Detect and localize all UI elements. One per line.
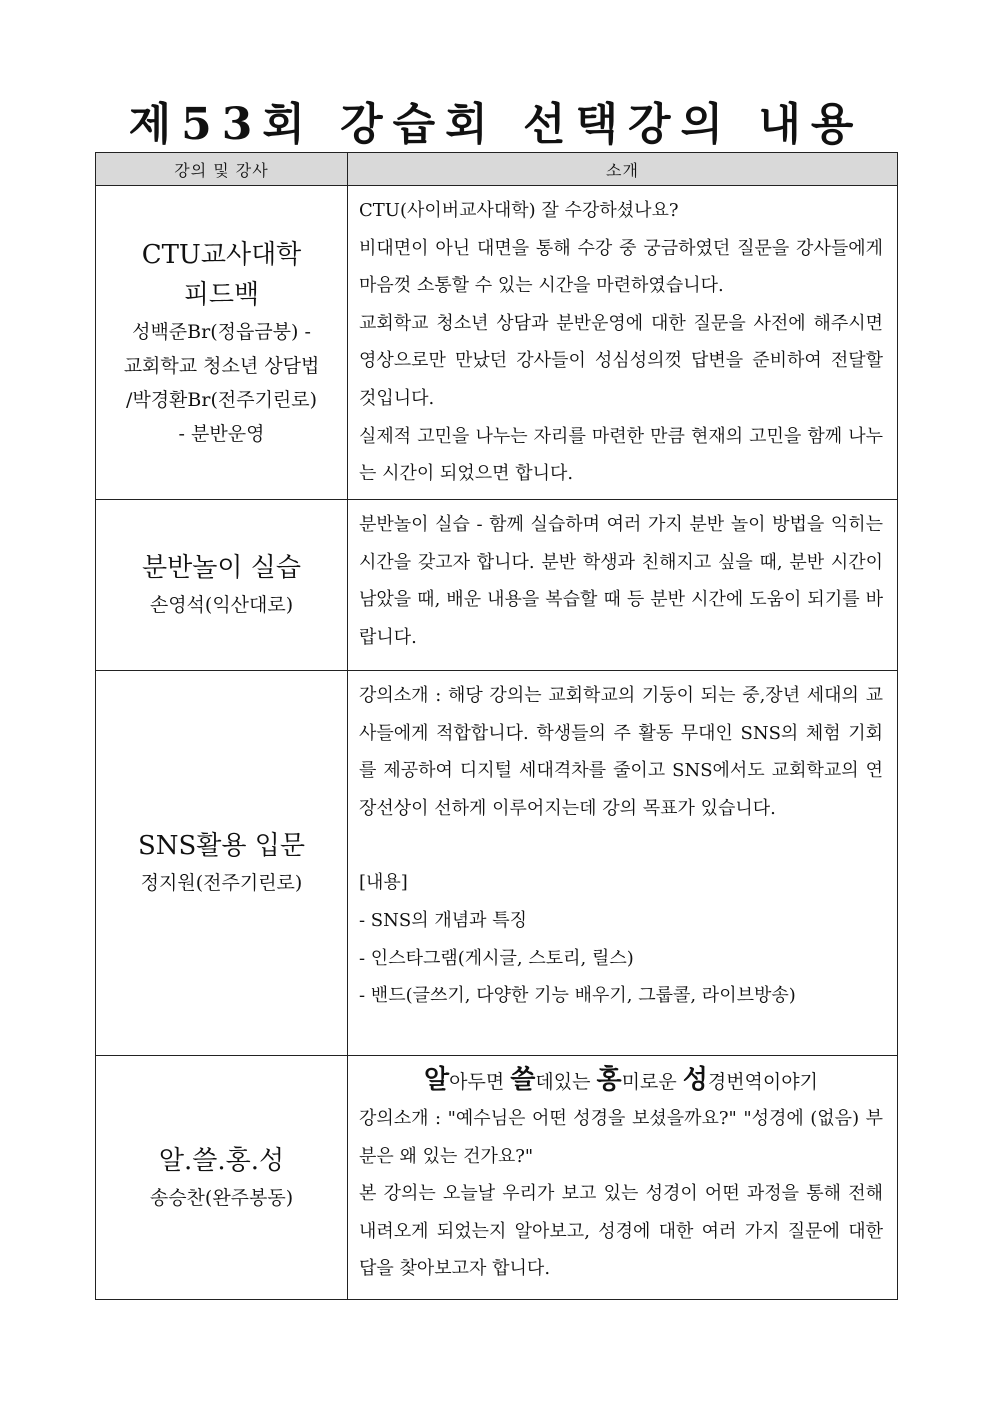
intro-paragraph: 강의소개 : 해당 강의는 교회학교의 기둥이 되는 중,장년 세대의 교사들에게 적합합니다. 학생들의 주 활동 무대인 SNS의 체험 기회를 제공하여 디지털 세대격차를 줄이고 SNS에서도 교회학교의 연장선상이 선하게 이루어지는데 강의 목표가 있습니다. bbox=[359, 685, 883, 819]
lecture-name: 분반놀이 실습 bbox=[142, 553, 301, 583]
header-lecture: 강의 및 강사 bbox=[96, 153, 348, 186]
table-row bbox=[96, 671, 898, 1056]
lecture-cell bbox=[96, 1056, 348, 1300]
lecture-speaker: 교회학교 청소년 상담법 bbox=[123, 354, 320, 377]
intro-paragraph: 분반놀이 실습 - 함께 실습하며 여러 가지 분반 놀이 방법을 익히는 시간을 갖고자 합니다. 분반 학생과 친해지고 싶을 때, 분반 시간이 남았을 때, 배운 내용을 복습할 때 등 분반 시간에 도움이 되기를 바랍니다. bbox=[359, 514, 883, 648]
lecture-speaker: 송승찬(완주봉동) bbox=[149, 1186, 294, 1209]
lecture-cell bbox=[96, 186, 348, 500]
table-header-row bbox=[96, 153, 898, 186]
lecture-speaker: - 분반운영 bbox=[178, 422, 265, 445]
headline-initial: 쓸 bbox=[510, 1065, 536, 1095]
intro-cell bbox=[348, 1056, 898, 1300]
headline-text: 미로운 bbox=[621, 1071, 683, 1093]
headline-text: 데있는 bbox=[535, 1071, 597, 1093]
intro-paragraph: 강의소개 : "예수님은 어떤 성경을 보셨을까요?" "성경에 (없음) 부분은 왜 있는 건가요?" bbox=[359, 1108, 883, 1167]
content-item: - 밴드(글쓰기, 다양한 기능 배우기, 그룹콜, 라이브방송) bbox=[359, 985, 796, 1007]
headline-initial: 알 bbox=[424, 1065, 450, 1095]
headline-initial: 홍 bbox=[596, 1065, 622, 1095]
lecture-speaker: 성백준Br(정읍금붕) - bbox=[132, 320, 311, 343]
table-row bbox=[96, 500, 898, 671]
lecture-speaker: /박경환Br(전주기린로) bbox=[125, 388, 318, 411]
lecture-headline bbox=[359, 1062, 883, 1100]
lecture-table bbox=[95, 152, 898, 1300]
table-row bbox=[96, 1056, 898, 1300]
intro-paragraph: CTU(사이버교사대학) 잘 수강하셨나요? bbox=[359, 200, 679, 221]
headline-initial: 성 bbox=[682, 1065, 708, 1095]
intro-cell bbox=[348, 500, 898, 671]
lecture-name: SNS활용 입문 bbox=[137, 831, 306, 861]
lecture-cell bbox=[96, 671, 348, 1056]
intro-paragraph: 실제적 고민을 나누는 자리를 마련한 만큼 현재의 고민을 함께 나누는 시간이 되었으면 합니다. bbox=[359, 425, 883, 485]
lecture-speaker: 정지원(전주기린로) bbox=[140, 872, 303, 894]
lecture-name: 피드백 bbox=[183, 279, 260, 310]
lecture-name: CTU교사대학 bbox=[141, 239, 302, 270]
headline-text: 아두면 bbox=[449, 1071, 511, 1093]
intro-cell bbox=[348, 671, 898, 1056]
lecture-name: 알.쓸.홍.성 bbox=[158, 1145, 285, 1176]
content-item: - 인스타그램(게시글, 스토리, 릴스) bbox=[359, 947, 634, 969]
intro-paragraph: 본 강의는 오늘날 우리가 보고 있는 성경이 어떤 과정을 통해 전해 내려오게 되었는지 알아보고, 성경에 대한 여러 가지 질문에 대한 답을 찾아보고자 합니다. bbox=[359, 1183, 883, 1280]
header-intro: 소개 bbox=[348, 153, 898, 186]
headline-text: 경번역이야기 bbox=[707, 1071, 818, 1093]
intro-paragraph: 교회학교 청소년 상담과 분반운영에 대한 질문을 사전에 해주시면 영상으로만 만났던 강사들이 성심성의껏 답변을 준비하여 전달할 것입니다. bbox=[359, 312, 883, 409]
intro-paragraph: 비대면이 아닌 대면을 통해 수강 중 궁금하였던 질문을 강사들에게 마음껏 소통할 수 있는 시간을 마련하였습니다. bbox=[359, 237, 883, 297]
content-item: - SNS의 개념과 특징 bbox=[359, 909, 527, 931]
content-label: [내용] bbox=[359, 872, 408, 894]
intro-cell bbox=[348, 186, 898, 500]
table-row bbox=[96, 186, 898, 500]
page-title: 제53회 강습회 선택강의 내용 bbox=[128, 99, 864, 150]
lecture-speaker: 손영석(익산대로) bbox=[149, 594, 294, 616]
lecture-cell bbox=[96, 500, 348, 671]
